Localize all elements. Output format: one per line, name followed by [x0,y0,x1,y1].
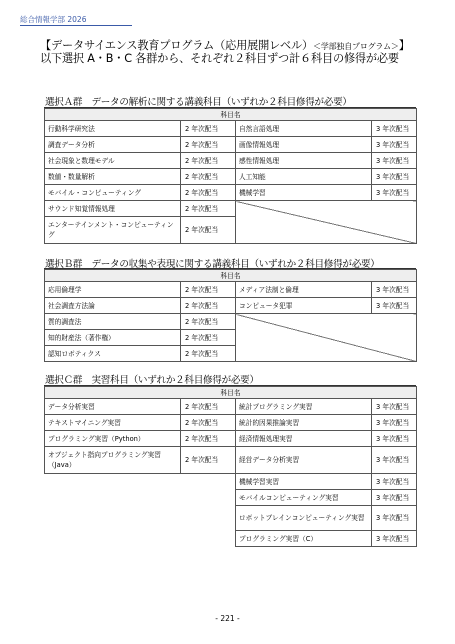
course-year: 2 年次配当 [181,217,236,244]
course-year: 3 年次配当 [372,169,417,185]
blank-cell [45,531,236,547]
course-year: 3 年次配当 [372,506,417,531]
section-b-header: 科目名 [45,270,417,282]
course-name: ロボットブレインコンピューティング実習 [236,506,372,531]
course-name: 機械学習 [236,185,372,201]
table-row [45,153,417,169]
table-row [45,137,417,153]
course-year: 2 年次配当 [181,415,236,431]
course-year: 2 年次配当 [181,447,236,474]
course-year: 3 年次配当 [372,282,417,298]
course-name: 人工知能 [236,169,372,185]
program-title-close: 】 [398,39,410,52]
course-year: 3 年次配当 [372,474,417,490]
program-title [40,37,410,53]
course-year: 3 年次配当 [372,137,417,153]
course-name: 数値・数量解析 [45,169,181,185]
course-year: 2 年次配当 [181,314,236,330]
course-year: 3 年次配当 [372,415,417,431]
table-row [45,447,417,474]
table-row [45,399,417,415]
course-name: 経営データ分析実習 [236,447,372,474]
course-year: 2 年次配当 [181,431,236,447]
course-year: 3 年次配当 [372,298,417,314]
program-title-main: 【データサイエンス教育プログラム（応用展開レベル） [40,39,314,52]
table-row [45,431,417,447]
course-name: 統計的因果推論実習 [236,415,372,431]
course-name: 自然言語処理 [236,121,372,137]
course-year: 2 年次配当 [181,330,236,346]
course-year: 3 年次配当 [372,531,417,547]
course-year: 2 年次配当 [181,137,236,153]
table-row [45,169,417,185]
course-year: 3 年次配当 [372,185,417,201]
section-a-title: 選択Ａ群 データの解析に関する講義科目（いずれか２科目修得が必要） [45,97,352,108]
course-year: 2 年次配当 [181,169,236,185]
table-row [45,121,417,137]
course-name: 感性情報処理 [236,153,372,169]
running-header: 総合情報学部 2026 [20,15,87,24]
course-name: 機械学習実習 [236,474,372,490]
course-year: 2 年次配当 [181,153,236,169]
course-name: プログラミング実習（C） [236,531,372,547]
course-year: 2 年次配当 [181,201,236,217]
course-year: 2 年次配当 [181,121,236,137]
empty-diagonal-cell [236,314,417,362]
page-number: - 221 - [215,614,240,623]
course-year: 3 年次配当 [372,447,417,474]
course-name: 画像情報処理 [236,137,372,153]
course-name: オブジェクト指向プログラミング実習（Java） [45,447,181,474]
course-name: 応用倫理学 [45,282,181,298]
course-name: エンターテインメント・コンピューティング [45,217,181,244]
course-name: 社会現象と数理モデル [45,153,181,169]
empty-diagonal-cell [236,201,417,244]
section-a-table [44,108,417,244]
blank-cell [45,490,236,506]
blank-cell [45,506,236,531]
course-name: 調査データ分析 [45,137,181,153]
course-name: 経済情報処理実習 [236,431,372,447]
table-row [45,314,417,330]
program-title-note: ＜学部独自プログラム＞ [313,42,399,51]
course-name: プログラミング実習（Python） [45,431,181,447]
course-year: 2 年次配当 [181,399,236,415]
course-year: 3 年次配当 [372,399,417,415]
table-row [45,201,417,217]
section-c-table [44,386,417,547]
table-row [45,474,417,490]
course-name: 認知ロボティクス [45,346,181,362]
table-row [45,415,417,431]
course-year: 3 年次配当 [372,121,417,137]
course-name: モバイルコンピューティング実習 [236,490,372,506]
table-row [45,298,417,314]
course-name: 質的調査法 [45,314,181,330]
section-b-table [44,269,417,362]
section-b-title: 選択Ｂ群 データの収集や表現に関する講義科目（いずれか２科目修得が必要） [45,259,380,270]
course-name: メディア法制と倫理 [236,282,372,298]
course-year: 3 年次配当 [372,431,417,447]
table-row [45,185,417,201]
course-year: 3 年次配当 [372,153,417,169]
course-year: 2 年次配当 [181,298,236,314]
section-a-header: 科目名 [45,109,417,121]
course-name: コンピュータ犯罪 [236,298,372,314]
header-rule [20,25,132,26]
blank-cell [45,474,236,490]
table-row [45,282,417,298]
table-row [45,506,417,531]
course-name: 統計プログラミング実習 [236,399,372,415]
course-year: 2 年次配当 [181,185,236,201]
course-year: 3 年次配当 [372,490,417,506]
course-name: データ分析実習 [45,399,181,415]
table-row [45,490,417,506]
program-requirement: 以下選択 A・B・C 各群から、それぞれ２科目ずつ計６科目の修得が必要 [40,52,399,65]
section-c-header: 科目名 [45,387,417,399]
course-year: 2 年次配当 [181,346,236,362]
table-row [45,531,417,547]
course-name: 知的財産法（著作権） [45,330,181,346]
course-name: モバイル・コンピューティング [45,185,181,201]
course-year: 2 年次配当 [181,282,236,298]
course-name: 行動科学研究法 [45,121,181,137]
course-name: サウンド知覚情報処理 [45,201,181,217]
course-name: テキストマイニング実習 [45,415,181,431]
course-name: 社会調査方法論 [45,298,181,314]
section-c-title: 選択Ｃ群 実習科目（いずれか２科目修得が必要） [45,375,259,386]
